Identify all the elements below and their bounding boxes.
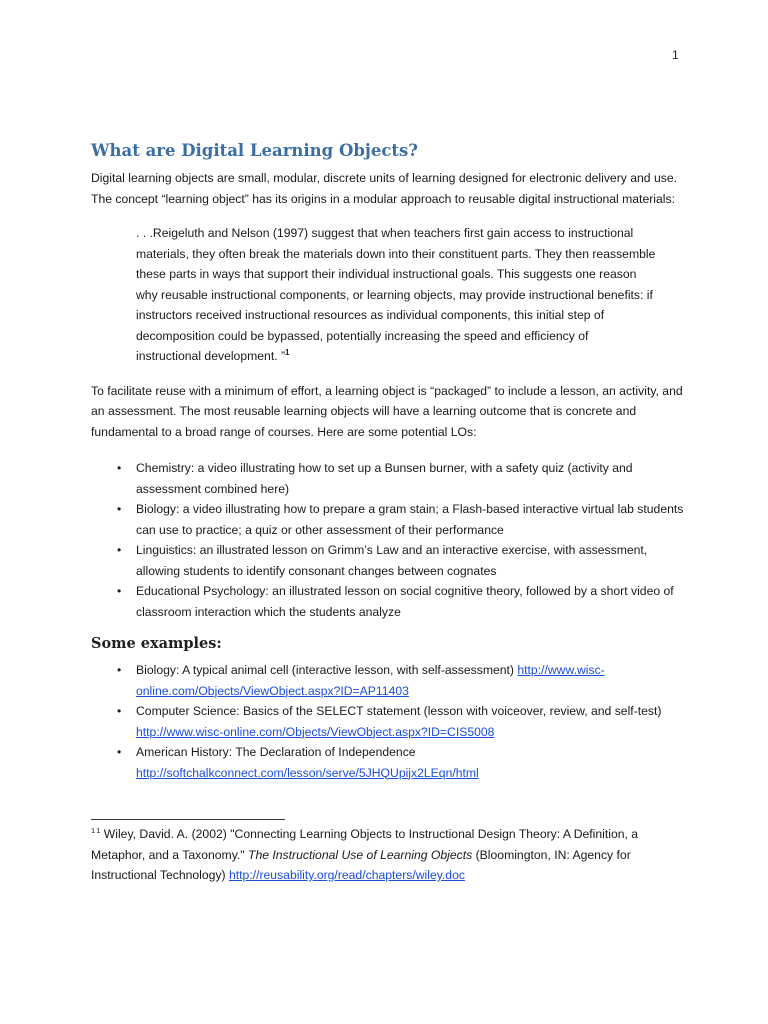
footnote-text: Wiley, David. A. (2002) "Connecting Learning Objects to Instructional Design Theory: A Definition, a Metaphor, and a Taxonomy." xyxy=(91,827,639,862)
list-item-text: Chemistry: a video illustrating how to set up a Bunsen burner, with a safety quiz (activity and assessment combined here) xyxy=(136,461,633,496)
footnote-separator xyxy=(91,819,285,820)
list-item-text: Educational Psychology: an illustrated lesson on social cognitive theory, followed by a short video of classroom interaction which the students analyze xyxy=(136,584,674,619)
potential-los-list xyxy=(91,458,691,622)
example-text: Biology: A typical animal cell (interactive lesson, with self-assessment) xyxy=(136,663,518,677)
example-item xyxy=(91,742,691,783)
main-content xyxy=(91,140,691,795)
page-title: What are Digital Learning Objects? xyxy=(91,141,418,160)
example-item xyxy=(91,660,691,701)
examples-heading: Some examples: xyxy=(91,635,222,652)
list-item xyxy=(91,499,691,540)
page-number: 1 xyxy=(672,48,679,62)
intro-paragraph: Digital learning objects are small, modular, discrete units of learning designed for electronic delivery and use. The concept “learning object” has its origins in a modular approach to reusable digital instructional materials: xyxy=(91,171,677,206)
footnote-text: (Bloomington, IN: Agency for Instructional Technology) xyxy=(91,847,631,882)
footnote-ref[interactable]: 1 xyxy=(285,347,290,357)
example-text: Computer Science: Basics of the SELECT statement (lesson with voiceover, review, and self-test) xyxy=(136,704,662,718)
list-item xyxy=(91,581,691,622)
bullet-icon: • xyxy=(117,663,122,677)
example-item xyxy=(91,701,691,742)
footnote xyxy=(91,824,691,886)
example-link-computer-science[interactable]: http://www.wisc-online.com/Objects/ViewObject.aspx?ID=CIS5008 xyxy=(136,724,495,739)
bullet-icon: • xyxy=(117,584,122,598)
examples-list xyxy=(91,660,691,783)
block-quote xyxy=(136,223,656,367)
list-item xyxy=(91,540,691,581)
packaging-paragraph: To facilitate reuse with a minimum of effort, a learning object is “packaged” to include a lesson, an activity, and an assessment. The most reusable learning objects will have a learning outcome that is concrete and fundamental to a broad range of courses. Here are some potential LOs: xyxy=(91,383,683,439)
bullet-icon: • xyxy=(117,704,122,718)
list-item-text: Biology: a video illustrating how to prepare a gram stain; a Flash-based interactive virtual lab students can use to practice; a quiz or other assessment of their performance xyxy=(136,502,684,537)
bullet-icon: • xyxy=(117,502,122,516)
footnote-link[interactable]: http://reusability.org/read/chapters/wiley.doc xyxy=(228,868,465,882)
footnote-marker: 1 xyxy=(91,825,96,835)
bullet-icon: • xyxy=(117,543,122,557)
example-link-american-history[interactable]: http://softchalkconnect.com/lesson/serve/5JHQUpijx2LEqn/html xyxy=(136,765,479,780)
bullet-icon: • xyxy=(117,461,122,475)
example-text: American History: The Declaration of Independence xyxy=(136,745,416,759)
footnote-book-title: The Instructional Use of Learning Objects xyxy=(248,847,473,862)
footnote-marker: 1 xyxy=(96,825,101,835)
list-item xyxy=(91,458,691,499)
list-item-text: Linguistics: an illustrated lesson on Grimm’s Law and an interactive exercise, with assessment, allowing students to identify consonant changes between cognates xyxy=(136,543,648,578)
quote-text: . . .Reigeluth and Nelson (1997) suggest that when teachers first gain access to instructional materials, they often break the materials down into their constituent parts. They then reassemble these parts in ways that support their individual instructional goals. This suggests one reason why reusable instructional components, or learning objects, may provide instructional benefits: if instructors received instructional resources as individual components, this initial step of decomposition could be bypassed, potentially increasing the speed and efficiency of instructional development. ” xyxy=(136,226,656,363)
example-link-biology[interactable]: http://www.wisc-online.com/Objects/ViewObject.aspx?ID=AP11403 xyxy=(136,663,605,698)
bullet-icon: • xyxy=(117,745,122,759)
